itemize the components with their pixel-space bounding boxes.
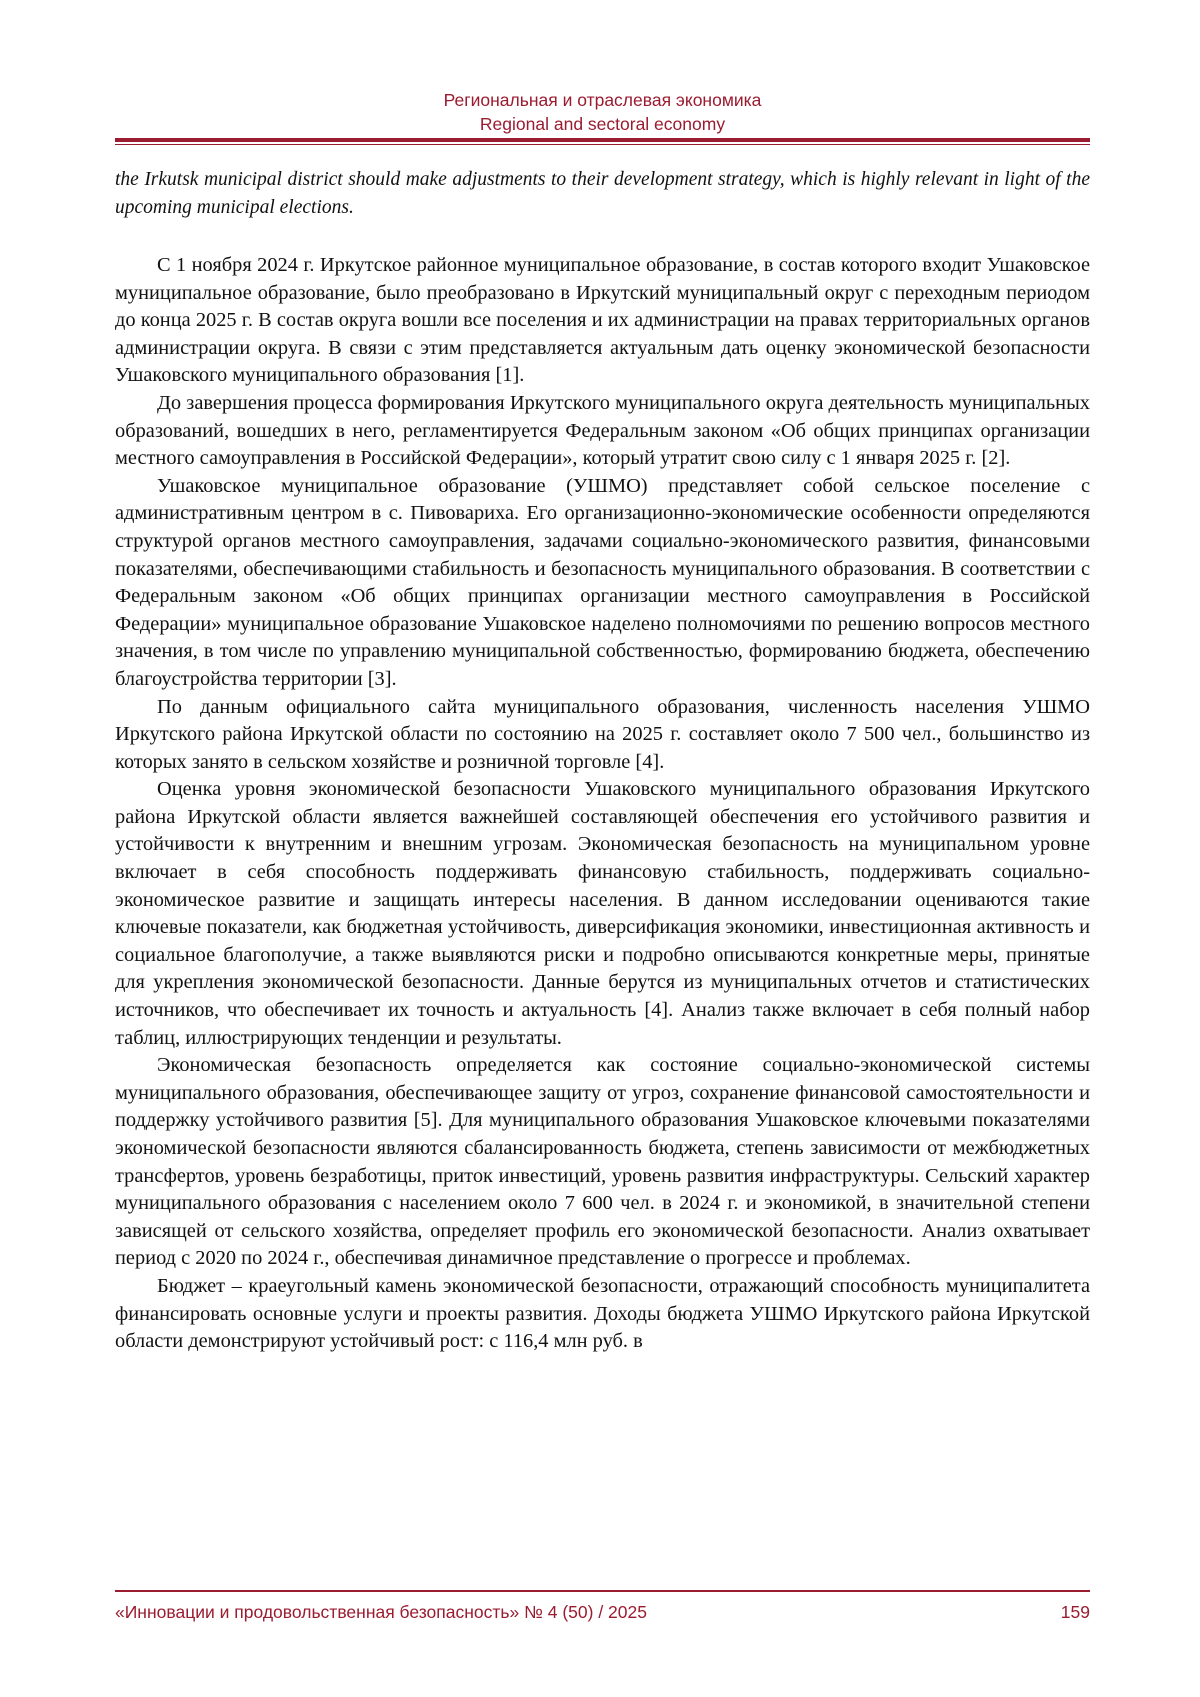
paragraph-3: Ушаковское муниципальное образование (УШМО) представляет собой сельское поселение с административным центром в с. Пивовариха. Его организационно-экономические особенности определяются структурой органов местного самоуправления, задачами социально-экономического развития, финансовыми показателями, обеспечивающими стабильность и безопасность муниципального образования. В соответствии с Федеральным законом «Об общих принципах организации местного самоуправления в Российской Федерации» муниципальное образование Ушаковское наделено полномочиями по решению вопросов местного значения, в том числе по управлению муниципальной собственностью, формированию бюджета, обеспечению благоустройства территории [3].: [115, 474, 1090, 690]
running-header: [115, 88, 1090, 136]
paragraph-7: Бюджет – краеугольный камень экономической безопасности, отражающий способность муниципалитета финансировать основные услуги и проекты развития. Доходы бюджета УШМО Иркутского района Иркутской области демонстрируют устойчивый рост: с 116,4 млн руб. в: [115, 1274, 1090, 1353]
paragraph-5: Оценка уровня экономической безопасности Ушаковского муниципального образования Иркутского района Иркутской области является важнейшей составляющей обеспечения его устойчивого развития и устойчивости к внутренним и внешним угрозам. Экономическая безопасность на муниципальном уровне включает в себя способность поддерживать финансовую стабильность, поддерживать социально-экономическое развитие и защищать интересы населения. В данном исследовании оцениваются такие ключевые показатели, как бюджетная устойчивость, диверсификация экономики, инвестиционная активность и социальное благополучие, а также выявляются риски и подробно описываются конкретные меры, принятые для укрепления экономической безопасности. Данные берутся из муниципальных отчетов и статистических источников, что обеспечивает их точность и актуальность [4]. Анализ также включает в себя полный набор таблиц, иллюстрирующих тенденции и результаты.: [115, 778, 1090, 1049]
footer-divider: [115, 1590, 1090, 1592]
header-divider: [115, 138, 1090, 145]
paragraph-6: Экономическая безопасность определяется как состояние социально-экономической системы муниципального образования, обеспечивающее защиту от угроз, сохранение финансовой самостоятельности и поддержку устойчивого развития [5]. Для муниципального образования Ушаковское ключевыми показателями экономической безопасности являются сбалансированность бюджета, степень зависимости от межбюджетных трансфертов, уровень безработицы, приток инвестиций, уровень развития инфраструктуры. Сельский характер муниципального образования с населением около 7 600 чел. в 2024 г. и экономикой, в значительной степени зависящей от сельского хозяйства, определяет профиль его экономической безопасности. Анализ охватывает период с 2020 по 2024 г., обеспечивая динамичное представление о прогрессе и проблемах.: [115, 1054, 1090, 1270]
paragraph-4: По данным официального сайта муниципального образования, численность населения УШМО Иркутского района Иркутской области по состоянию на 2025 г. составляет около 7 500 чел., большинство из которых занято в сельском хозяйстве и розничной торговле [4].: [115, 695, 1090, 773]
article-body: [115, 252, 1090, 1356]
header-divider-thick: [115, 138, 1090, 142]
header-divider-thin: [115, 144, 1090, 145]
section-title-en: Regional and sectoral economy: [479, 114, 726, 134]
page-number: 159: [1060, 1602, 1090, 1622]
paragraph-2: До завершения процесса формирования Иркутского муниципального округа деятельность муниципальных образований, вошедших в него, регламентируется Федеральным законом «Об общих принципах организации местного самоуправления в Российской Федерации», который утратит свою силу с 1 января 2025 г. [2].: [115, 391, 1090, 470]
section-title-ru: Региональная и отраслевая экономика: [443, 90, 762, 110]
journal-name: «Инновации и продовольственная безопасность» № 4 (50) / 2025: [115, 1602, 647, 1622]
abstract-continuation: the Irkutsk municipal district should make adjustments to their development strategy, which is highly relevant in light of the upcoming municipal elections.: [115, 169, 1090, 218]
page-footer: [115, 1600, 1090, 1624]
paragraph-1: С 1 ноября 2024 г. Иркутское районное муниципальное образование, в состав которого входит Ушаковское муниципальное образование, было преобразовано в Иркутский муниципальный округ с переходным периодом до конца 2025 г. В состав округа вошли все поселения и их администрации на правах территориальных органов администрации округа. В связи с этим представляется актуальным дать оценку экономической безопасности Ушаковского муниципального образования [1].: [115, 254, 1090, 387]
